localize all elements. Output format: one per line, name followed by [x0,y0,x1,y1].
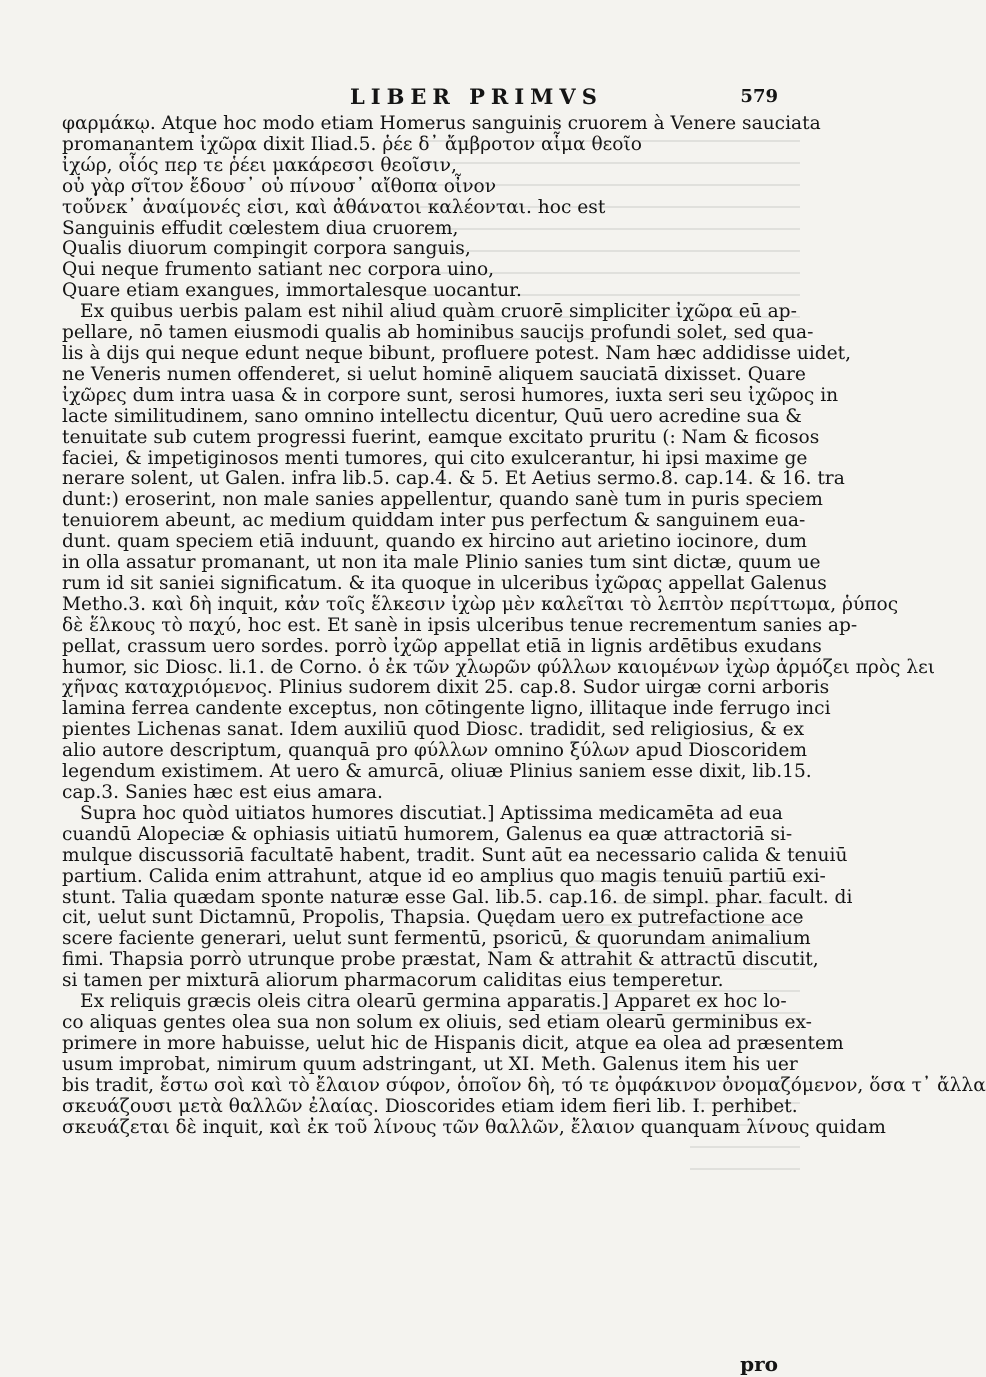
text-line: tenuiorem abeunt, ac medium quiddam inter pus perfectum & sanguinem eua- [62,510,806,532]
text-line: φαρμάκῳ. Atque hoc modo etiam Homerus sanguinis cruorem à Venere sauciata [62,113,821,134]
text-line: cap.3. Sanies hæc est eius amara. [62,782,383,803]
text-line: stunt. Talia quædam sponte naturæ esse Gal. lib.5. cap.16. de simpl. phar. facult. di [62,886,853,908]
text-line: Sanguinis effudit cœlestem diua cruorem, [62,217,459,239]
page-body-text [62,113,986,1138]
page-number: 579 [740,86,778,107]
text-line: οὐ γὰρ σῖτον ἔδουσ᾽ οὐ πίνουσ᾽ αἴθοπα οἶνον [62,175,496,197]
text-line: si tamen per mixturā aliorum pharmacorum caliditas eius temperetur. [62,970,724,992]
text-line: promanantem ἰχῶρα dixit Iliad.5. ῥέε δ᾽ ἄμβροτον αἷμα θεοῖο [62,133,642,155]
text-line: humor, sic Diosc. li.1. de Corno. ὁ ἐκ τῶν χλωρῶν φύλλων καιομένων ἰχὼρ ἁρμόζει πρὸς λει [62,656,936,678]
text-line: tenuitate sub cutem progressi fuerint, eamque excitato pruritu (: Nam & ficosos [62,426,820,448]
text-line: legendum existimem. At uero & amurcā, oliuæ Plinius saniem esse dixit, lib.15. [62,761,812,783]
text-line: dunt:) eroserint, non male sanies appellentur, quando sanè tum in puris speciem [62,489,823,511]
text-line: partium. Calida enim attrahunt, atque id eo amplius quo magis tenuiū partiū exi- [62,865,826,887]
text-line: pellare, nō tamen eiusmodi qualis ab hominibus saucijs profundi solet, sed qua- [62,322,814,344]
text-line: ne Veneris numen offenderet, si uelut hominē aliquem sauciatā dixisset. Quare [62,363,806,385]
running-title: LIBER PRIMVS [350,84,603,109]
text-line: τοὔνεκ᾽ ἀναίμονές εἰσι, καὶ ἀθάνατοι καλέονται. hoc est [62,196,606,218]
text-line: pellat, crassum uero sordes. porrò ἰχῶρ appellat etiā in lignis ardētibus exudans [62,635,822,657]
text-line: Supra hoc quòd uitiatos humores discutiat.] Aptissima medicamēta ad eua [80,802,783,824]
text-line: Qualis diuorum compingit corpora sanguis, [62,238,471,260]
text-line: Ex reliquis græcis oleis citra olearū germina apparatis.] Apparet ex hoc lo- [80,991,787,1013]
catchword: pro [740,1352,778,1376]
text-line: pientes Lichenas sanat. Idem auxiliū quod Diosc. tradidit, sed religiosius, & ex [62,719,805,741]
text-line: bis tradit, ἔστω σοὶ καὶ τὸ ἔλαιον σύφον, ὁποῖον δὴ, τό τε ὀμφάκινον ὀνομαζόμενον, ὅσα τ᾽ ἄλλα [62,1074,986,1096]
text-line: cuandū Alopeciæ & ophiasis uitiatū humorem, Galenus ea quæ attractoriā si- [62,823,793,845]
text-line: in olla assatur promanant, ut non ita male Plinio sanies tum sint dictæ, quum ue [62,552,821,574]
text-line: lis à dijs qui neque edunt neque bibunt, profluere potest. Nam hæc addidisse uidet, [62,342,852,364]
text-line: Quare etiam exangues, immortalesque uocantur. [62,280,522,302]
text-line: faciei, & impetiginosos menti tumores, qui cito exulcerantur, hi ipsi maxime ge [62,447,808,469]
text-line: lacte similitudinem, sano omnino intellectu dicentur, Quū uero acredine sua & [62,405,802,427]
text-line: Ex quibus uerbis palam est nihil aliud quàm cruorē simpliciter ἰχῶρα eū ap- [80,301,797,323]
text-line: usum improbat, nimirum quum adstringant, ut XI. Meth. Galenus item his uer [62,1053,798,1075]
text-line: Metho.3. καὶ δὴ inquit, κἀν τοῖς ἕλκεσιν ἰχὼρ μὲν καλεῖται τὸ λεπτὸν περίττωμα, ῥύπος [62,593,899,615]
text-line: δὲ ἕλκους τὸ παχύ, hoc est. Et sanè in ipsis ulceribus tenue recrementum sanies ap- [62,614,858,636]
text-line: mulque discussoriā facultatē habent, tradit. Sunt aūt ea necessario calida & tenuiū [62,844,848,866]
text-line: primere in more habuisse, uelut hic de Hispanis dicit, atque ea olea ad præsentem [62,1032,844,1054]
text-line: χῆνας καταχριόμενος. Plinius sudorem dixit 25. cap.8. Sudor uirgæ corni arboris [62,677,830,699]
text-line: rum id sit saniei significatum. & ita quoque in ulceribus ἰχῶρας appellat Galenus [62,572,827,594]
text-line: lamina ferrea candente exceptus, non cōtingente ligno, illitaque inde ferrugo inci [62,698,831,720]
text-line: Qui neque frumento satiant nec corpora uino, [62,259,495,281]
text-line: ἰχώρ, οἷός περ τε ῥέει μακάρεσσι θεοῖσιν, [62,154,457,176]
text-line: co aliquas gentes olea sua non solum ex oliuis, sed etiam olearū germinibus ex- [62,1011,812,1033]
page-header [62,84,778,110]
text-line: dunt. quam speciem etiā induunt, quando ex hircino aut arietino iocinore, dum [62,531,807,553]
text-line: alio autore descriptum, quanquā pro φύλλων omnino ξύλων apud Dioscoridem [62,740,807,762]
text-line: σκευάζεται δὲ inquit, καὶ ἐκ τοῦ λίνους τῶν θαλλῶν, ἔλαιον quanquam λίνους quidam [62,1116,886,1138]
text-line: σκευάζουσι μετὰ θαλλῶν ἐλαίας. Dioscorides etiam idem fieri lib. I. perhibet. [62,1095,798,1117]
text-line: ἰχῶρες dum intra uasa & in corpore sunt, serosi humores, iuxta seri seu ἰχῶρος in [62,384,839,406]
text-line: fimi. Thapsia porrò utrunque probe præstat, Nam & attrahit & attractū discutit, [62,949,819,971]
text-line: scere faciente generari, uelut sunt fermentū, psoricū, & quorundam animalium [62,928,811,950]
text-line: nerare solent, ut Galen. infra lib.5. cap.4. & 5. Et Aetius sermo.8. cap.14. & 16. tra [62,468,845,490]
text-line: cit, uelut sunt Dictamnū, Propolis, Thapsia. Quędam uero ex putrefactione ace [62,907,804,929]
